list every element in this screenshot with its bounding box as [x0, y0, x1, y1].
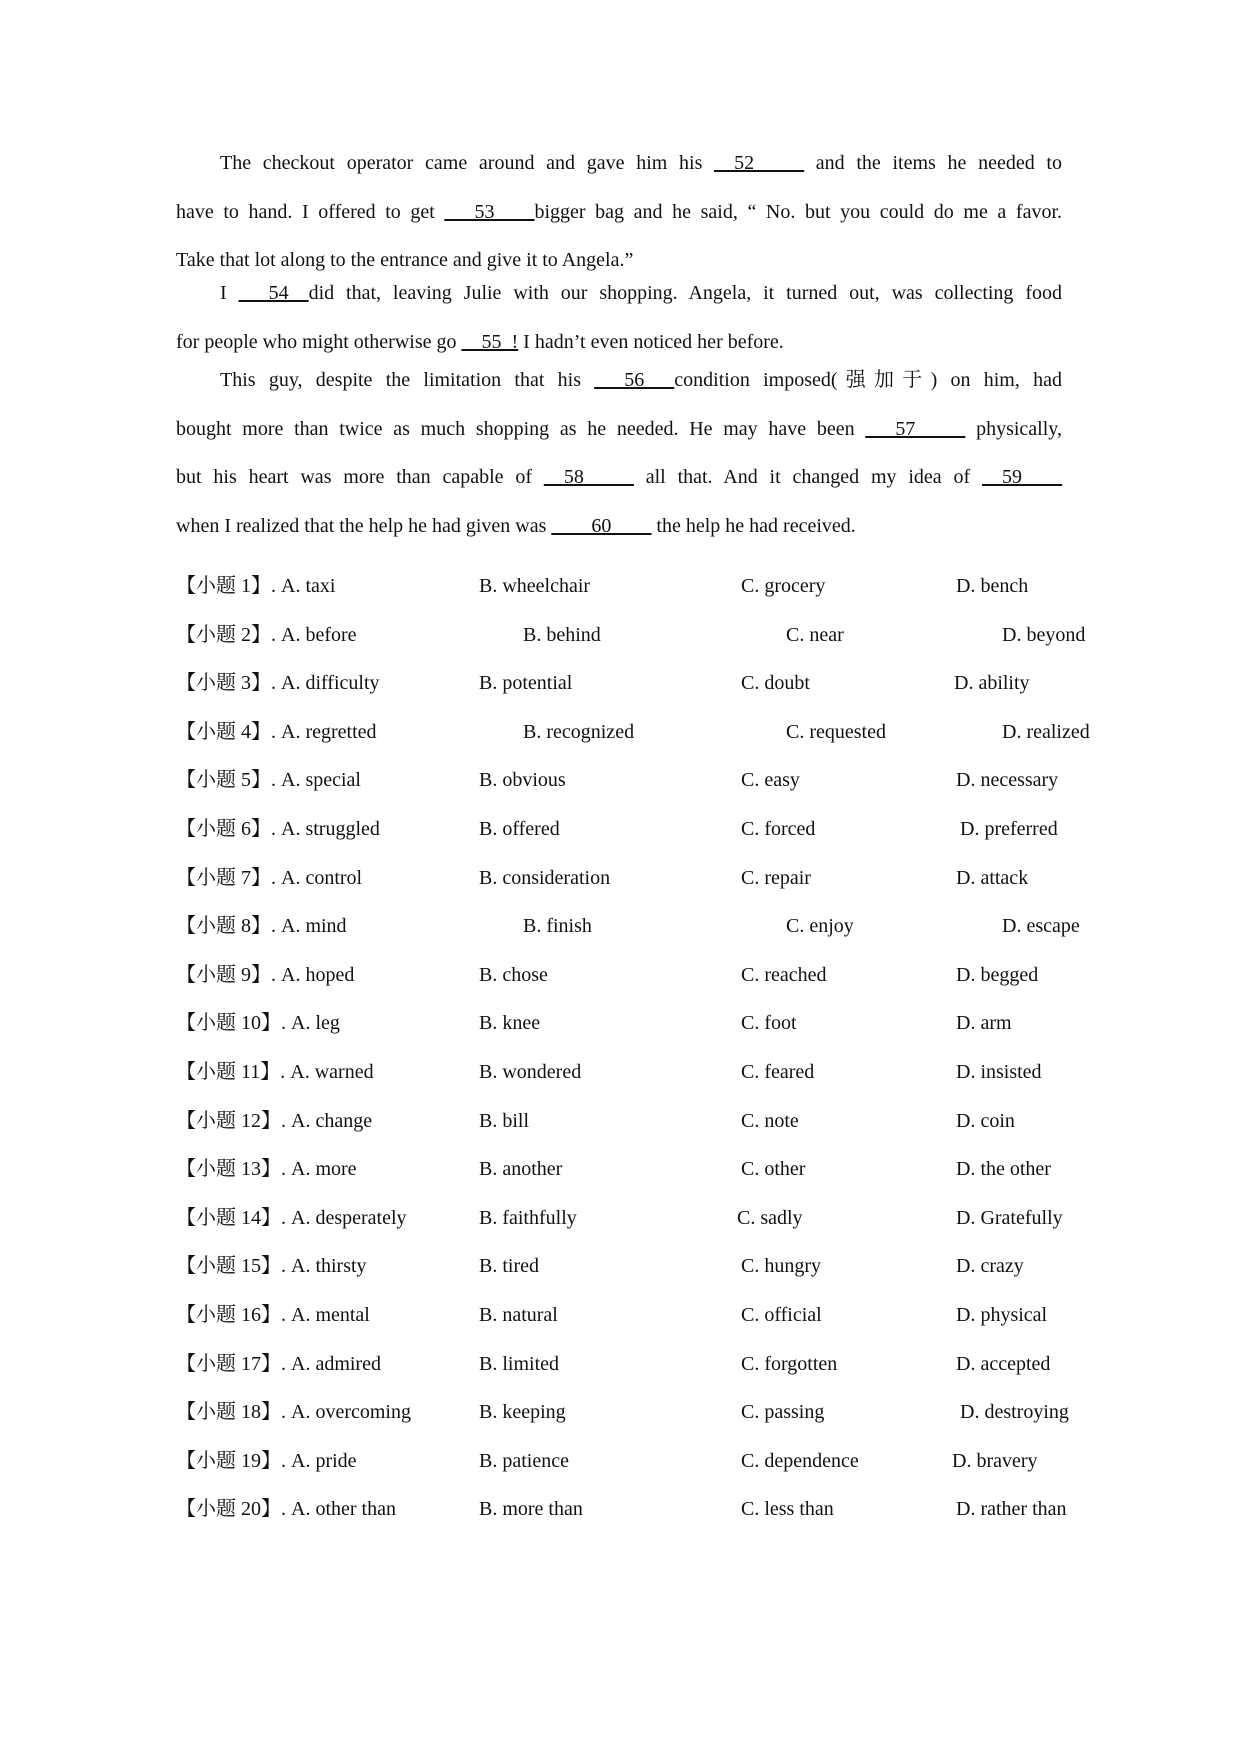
- passage-paragraph: [176, 269, 1062, 366]
- passage-paragraph: [176, 356, 1062, 551]
- option-b[interactable]: B. limited: [479, 1352, 559, 1375]
- option-d[interactable]: D. the other: [956, 1158, 1051, 1181]
- option-d[interactable]: D. attack: [956, 866, 1029, 889]
- passage-line: [176, 139, 1062, 188]
- passage-text: for people who might otherwise go: [176, 330, 462, 353]
- blank-number: ___53____: [444, 200, 535, 223]
- passage-line: [176, 356, 1062, 405]
- blank-number: __55_!: [461, 330, 519, 353]
- passage-text: Take that lot along to the entrance and give it to Angela.”: [176, 249, 634, 272]
- question-label: 【小题 19】.: [176, 1449, 291, 1472]
- option-a[interactable]: A. desperately: [291, 1206, 407, 1229]
- option-b[interactable]: B. wheelchair: [479, 575, 591, 597]
- question-number: [176, 615, 357, 655]
- question-number: [176, 1489, 396, 1529]
- option-a[interactable]: A. leg: [291, 1012, 340, 1035]
- question-label: 【小题 5】.: [176, 769, 281, 792]
- option-c[interactable]: C. less than: [741, 1498, 834, 1521]
- passage-text: condition imposed(强加于) on him, had: [674, 369, 1062, 391]
- question-number: [176, 760, 361, 800]
- blank-number: ___56___: [594, 369, 675, 391]
- option-b[interactable]: B. wondered: [479, 1061, 582, 1083]
- passage-text: This guy, despite the limitation that his: [220, 369, 595, 391]
- question-row: [176, 1198, 1096, 1238]
- passage-text: The checkout operator came around and gave him his: [220, 152, 715, 174]
- question-number: [176, 1295, 370, 1335]
- passage-text: bigger bag and he said, “ No. but you could do me a favor.: [534, 200, 1063, 223]
- passage-text: physically,: [965, 417, 1062, 440]
- blank-number: __58_____: [543, 466, 634, 489]
- question-label: 【小题 16】.: [176, 1304, 291, 1326]
- question-number: [176, 906, 347, 946]
- passage-text: have to hand. I offered to get: [176, 200, 445, 223]
- question-row: [176, 663, 1096, 703]
- option-b[interactable]: B. finish: [523, 915, 592, 938]
- passage-text: bought more than twice as much shopping as he needed. He may have been: [176, 417, 866, 440]
- passage-text: but his heart was more than capable of: [176, 466, 544, 489]
- question-row: [176, 1344, 1096, 1384]
- blank-number: ___57_____: [865, 417, 966, 440]
- option-d[interactable]: D. destroying: [960, 1401, 1069, 1424]
- option-b[interactable]: B. knee: [479, 1012, 541, 1035]
- option-d[interactable]: D. physical: [956, 1304, 1048, 1326]
- passage-text: all that. And it changed my idea of: [633, 466, 983, 489]
- option-a[interactable]: A. mental: [291, 1304, 370, 1326]
- option-a[interactable]: A. struggled: [281, 818, 380, 840]
- option-b[interactable]: B. obvious: [479, 769, 566, 792]
- question-label: 【小题 12】.: [176, 1109, 291, 1132]
- passage-text: the help he had received.: [651, 515, 856, 538]
- option-d[interactable]: D. Gratefully: [956, 1206, 1063, 1229]
- option-c[interactable]: C. passing: [741, 1401, 825, 1424]
- question-label: 【小题 1】.: [176, 575, 281, 597]
- option-a[interactable]: A. difficulty: [281, 672, 380, 695]
- question-row: [176, 1489, 1096, 1529]
- option-d[interactable]: D. escape: [1002, 915, 1080, 938]
- question-row: [176, 809, 1096, 849]
- option-d[interactable]: D. arm: [956, 1012, 1012, 1035]
- option-c[interactable]: C. requested: [786, 720, 886, 743]
- option-c[interactable]: C. dependence: [741, 1449, 859, 1472]
- option-a[interactable]: A. admired: [291, 1352, 381, 1375]
- question-number: [176, 809, 380, 849]
- question-number: [176, 1344, 381, 1384]
- question-row: [176, 955, 1096, 995]
- option-c[interactable]: C. reached: [741, 963, 827, 986]
- option-c[interactable]: C. repair: [741, 866, 811, 889]
- question-label: 【小题 2】.: [176, 623, 281, 646]
- option-c[interactable]: C. enjoy: [786, 915, 854, 938]
- question-row: [176, 566, 1096, 606]
- option-c[interactable]: C. note: [741, 1109, 799, 1132]
- option-b[interactable]: B. faithfully: [479, 1206, 577, 1229]
- option-b[interactable]: B. potential: [479, 672, 573, 695]
- question-number: [176, 1392, 411, 1432]
- option-b[interactable]: B. recognized: [523, 720, 635, 743]
- question-row: [176, 1052, 1096, 1092]
- option-c[interactable]: C. hungry: [741, 1255, 821, 1278]
- option-c[interactable]: C. foot: [741, 1012, 797, 1035]
- passage-line: [176, 269, 1062, 318]
- question-number: [176, 1052, 374, 1092]
- option-c[interactable]: C. doubt: [741, 672, 810, 695]
- question-label: 【小题 8】.: [176, 915, 281, 938]
- question-number: [176, 663, 380, 703]
- question-row: [176, 906, 1096, 946]
- question-label: 【小题 18】.: [176, 1401, 291, 1424]
- option-a[interactable]: A. hoped: [281, 963, 355, 986]
- question-number: [176, 712, 377, 752]
- question-label: 【小题 10】.: [176, 1012, 291, 1035]
- option-c[interactable]: C. forced: [741, 818, 816, 840]
- option-c[interactable]: C. easy: [741, 769, 800, 792]
- option-b[interactable]: B. another: [479, 1158, 563, 1181]
- question-number: [176, 1101, 372, 1141]
- question-number: [176, 1003, 340, 1043]
- option-b[interactable]: B. tired: [479, 1255, 539, 1278]
- option-a[interactable]: A. warned: [290, 1061, 374, 1083]
- option-b[interactable]: B. bill: [479, 1109, 530, 1132]
- question-number: [176, 1246, 367, 1286]
- question-number: [176, 1198, 407, 1238]
- question-row: [176, 1149, 1096, 1189]
- option-c[interactable]: C. near: [786, 623, 844, 646]
- option-b[interactable]: B. offered: [479, 818, 560, 840]
- question-label: 【小题 14】.: [176, 1206, 291, 1229]
- option-a[interactable]: A. more: [291, 1158, 357, 1181]
- question-row: [176, 760, 1096, 800]
- option-a[interactable]: A. special: [281, 769, 361, 792]
- question-label: 【小题 20】.: [176, 1498, 291, 1521]
- question-row: [176, 1441, 1096, 1481]
- blank-number: ___54__: [238, 282, 309, 304]
- passage-line: [176, 502, 1062, 551]
- option-a[interactable]: A. pride: [291, 1449, 357, 1472]
- blank-number: __52_____: [714, 152, 805, 174]
- option-c[interactable]: C. forgotten: [741, 1352, 838, 1375]
- option-a[interactable]: A. mind: [281, 915, 347, 938]
- option-b[interactable]: B. chose: [479, 963, 548, 986]
- question-row: [176, 1101, 1096, 1141]
- question-label: 【小题 13】.: [176, 1158, 291, 1181]
- question-row: [176, 615, 1096, 655]
- question-label: 【小题 4】.: [176, 720, 281, 743]
- question-label: 【小题 11】.: [176, 1061, 291, 1083]
- question-label: 【小题 9】.: [176, 963, 281, 986]
- question-label: 【小题 15】.: [176, 1255, 291, 1278]
- option-d[interactable]: D. begged: [956, 963, 1039, 986]
- option-a[interactable]: A. thirsty: [291, 1255, 367, 1278]
- option-d[interactable]: D. rather than: [956, 1498, 1067, 1521]
- option-d[interactable]: D. realized: [1002, 720, 1090, 743]
- passage-line: [176, 405, 1062, 454]
- question-row: [176, 1295, 1096, 1335]
- option-d[interactable]: D. crazy: [956, 1255, 1024, 1278]
- option-b[interactable]: B. consideration: [479, 866, 611, 889]
- question-label: 【小题 6】.: [176, 818, 281, 840]
- option-d[interactable]: D. bench: [956, 575, 1029, 597]
- question-label: 【小题 7】.: [176, 866, 281, 889]
- question-number: [176, 566, 335, 606]
- question-row: [176, 1003, 1096, 1043]
- option-a[interactable]: A. before: [281, 623, 357, 646]
- option-c[interactable]: C. other: [741, 1158, 806, 1181]
- question-number: [176, 955, 354, 995]
- option-c[interactable]: C. feared: [741, 1061, 815, 1083]
- option-d[interactable]: D. preferred: [960, 818, 1058, 840]
- question-number: [176, 1149, 357, 1189]
- option-a[interactable]: A. change: [291, 1109, 373, 1132]
- question-row: [176, 1246, 1096, 1286]
- question-label: 【小题 3】.: [176, 672, 281, 695]
- passage-text: and the items he needed to: [804, 152, 1062, 174]
- option-d[interactable]: D. insisted: [956, 1061, 1042, 1083]
- option-a[interactable]: A. control: [281, 866, 363, 889]
- option-b[interactable]: B. natural: [479, 1304, 558, 1326]
- passage-paragraph: [176, 139, 1062, 285]
- blank-number: ____60____: [551, 515, 652, 538]
- option-d[interactable]: D. coin: [956, 1109, 1015, 1132]
- option-b[interactable]: B. keeping: [479, 1401, 566, 1424]
- question-number: [176, 1441, 357, 1481]
- passage-text: I hadn’t even noticed her before.: [518, 330, 784, 353]
- option-c[interactable]: C. grocery: [741, 575, 826, 597]
- passage-line: [176, 188, 1062, 237]
- option-c[interactable]: C. sadly: [737, 1206, 803, 1229]
- blank-number: __59____: [982, 466, 1063, 489]
- question-row: [176, 712, 1096, 752]
- option-a[interactable]: A. overcoming: [291, 1401, 411, 1424]
- passage-text: when I realized that the help he had given was: [176, 515, 552, 538]
- option-a[interactable]: A. taxi: [281, 575, 336, 597]
- question-row: [176, 1392, 1096, 1432]
- passage-line: [176, 453, 1062, 502]
- option-d[interactable]: D. necessary: [956, 769, 1059, 792]
- option-b[interactable]: B. more than: [479, 1498, 583, 1521]
- passage-text: I: [220, 282, 239, 304]
- option-c[interactable]: C. official: [741, 1304, 822, 1326]
- question-row: [176, 858, 1096, 898]
- passage-text: did that, leaving Julie with our shopping. Angela, it turned out, was collecting food: [308, 282, 1062, 304]
- question-label: 【小题 17】.: [176, 1352, 291, 1375]
- option-b[interactable]: B. behind: [523, 623, 601, 646]
- option-d[interactable]: D. accepted: [956, 1352, 1051, 1375]
- option-d[interactable]: D. ability: [954, 672, 1030, 695]
- option-d[interactable]: D. beyond: [1002, 623, 1086, 646]
- option-b[interactable]: B. patience: [479, 1449, 569, 1472]
- option-a[interactable]: A. other than: [291, 1498, 396, 1521]
- option-d[interactable]: D. bravery: [952, 1449, 1038, 1472]
- option-a[interactable]: A. regretted: [281, 720, 377, 743]
- question-number: [176, 858, 362, 898]
